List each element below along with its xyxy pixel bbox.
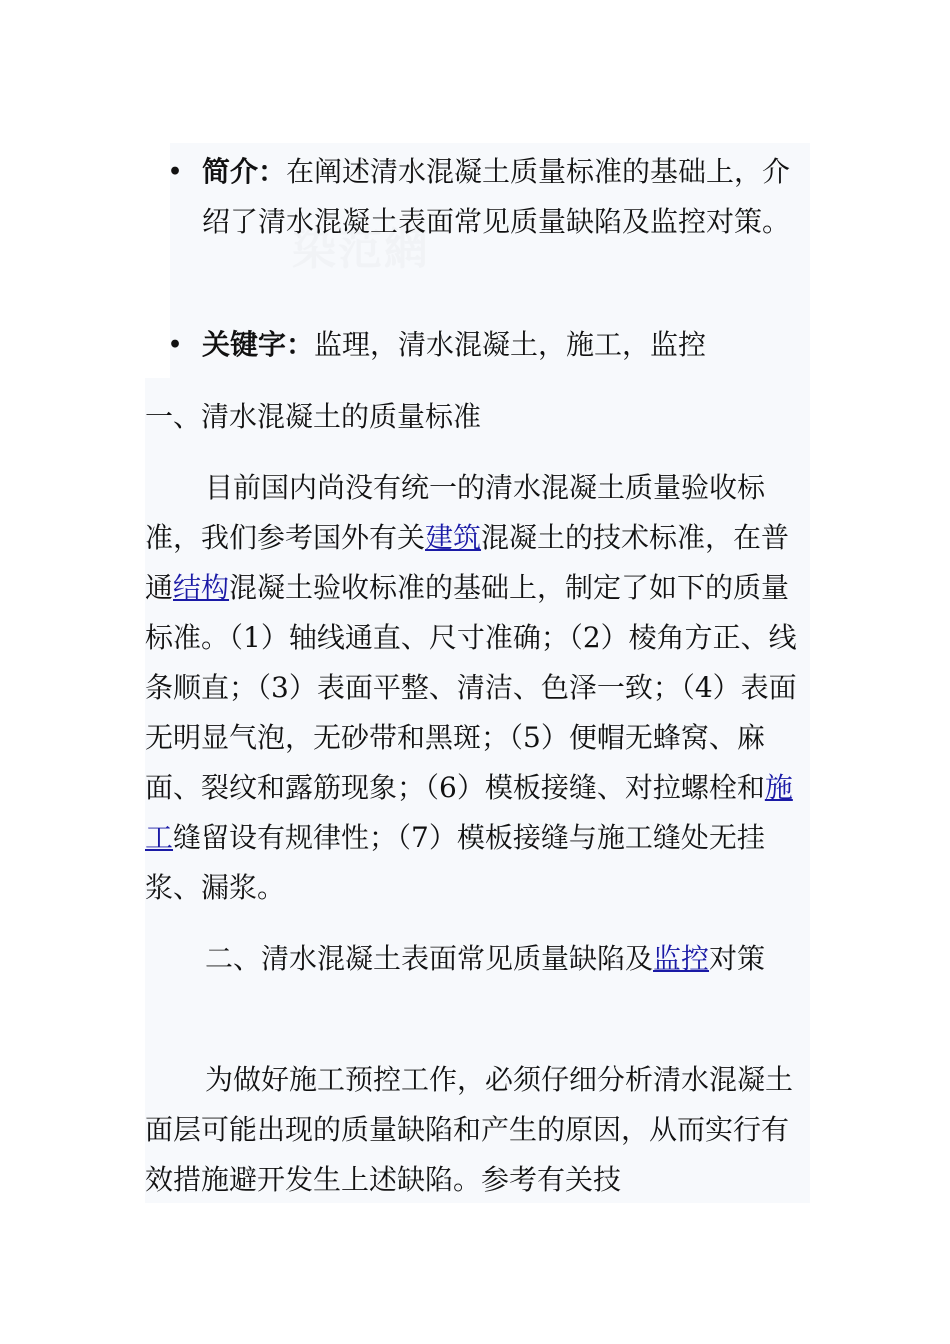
section2-heading-a: 二、清水混凝土表面常见质量缺陷及: [205, 942, 654, 975]
section1-heading: 一、清水混凝土的质量标准: [145, 400, 482, 433]
bullet-dot-icon: •: [168, 332, 183, 358]
keywords-text: 监理，清水混凝土，施工，监控: [314, 328, 707, 361]
section2-heading-b: 对策: [709, 942, 766, 975]
link-construction[interactable]: 施工: [145, 771, 793, 854]
watermark: 染范網: [292, 224, 430, 275]
section2-heading: [145, 934, 815, 984]
section1-text-c: 混凝土验收标准的基础上，制定了如下的质量标准。（1）轴线通直、尺寸准确；（2）棱角方正、线条顺直；（3）表面平整、清洁、色泽一致；（4）表面无明显气泡，无砂带和黑斑；（5）便帽无蜂窝、麻面、裂纹和露筋现象；（6）模板接缝、对拉螺栓和: [145, 571, 797, 804]
bullet-dot-icon: •: [168, 159, 183, 185]
keywords-label: 关键字：: [202, 328, 315, 361]
section2-paragraph: 为做好施工预控工作，必须仔细分析清水混凝土面层可能出现的质量缺陷和产生的原因，从而实行有效措施避开发生上述缺陷。参考有关技: [145, 1063, 794, 1196]
section1-text-b: 混凝土的技术标准，在普通: [145, 521, 790, 604]
section1-paragraph: [145, 463, 815, 913]
summary-label: 简介：: [202, 155, 287, 188]
link-monitor[interactable]: 监控: [653, 942, 710, 975]
summary-body: [202, 147, 802, 247]
section1-text-d: 缝留设有规律性；（7）模板接缝与施工缝处无挂浆、漏浆。: [145, 821, 765, 904]
link-building[interactable]: 建筑: [425, 521, 482, 554]
section1-text-a: 目前国内尚没有统一的清水混凝土质量验收标准，我们参考国外有关: [145, 471, 766, 554]
link-structure[interactable]: 结构: [173, 571, 230, 604]
summary-text: 在阐述清水混凝土质量标准的基础上，介绍了清水混凝土表面常见质量缺陷及监控对策。: [202, 155, 791, 238]
keywords-body: [202, 320, 802, 370]
